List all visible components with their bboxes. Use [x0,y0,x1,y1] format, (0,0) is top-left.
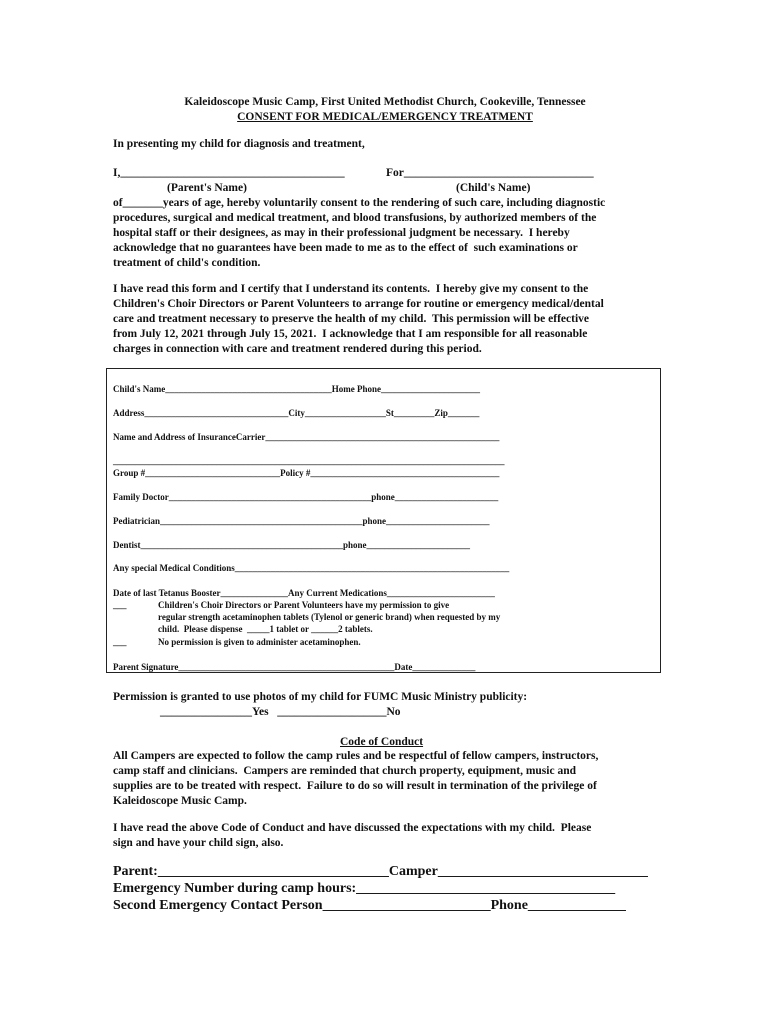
conduct-para-line: Kaleidoscope Music Camp. [113,795,247,807]
permission-text-line: Children's Choir Directors or Parent Volunteers have my permission to give [158,600,450,610]
document-title: Kaleidoscope Music Camp, First United Methodist Church, Cookeville, Tennessee [184,96,586,108]
emergency-number-field[interactable]: Emergency Number during camp hours:_____________________________________ [113,881,616,896]
certify-para-line: I have read this form and I certify that I understand its contents. I hereby give my consent to the [113,283,589,295]
special-conditions-field[interactable]: Any special Medical Conditions_____________________________________________________________ [113,563,510,573]
permission-text-line: child. Please dispense _____1 tablet or ______2 tablets. [158,624,373,634]
consent-para-line: of_______years of age, hereby voluntarily consent to the rendering of such care, including diagnostic [113,197,606,209]
no-permission-checkbox-blank[interactable]: ___ [113,637,127,647]
certify-para-line: from July 12, 2021 through July 15, 2021. I acknowledge that I am responsible for all reasonable [113,328,588,340]
family-doctor-field[interactable]: Family Doctor_____________________________________________phone_______________________ [113,492,499,502]
consent-para-line: procedures, surgical and medical treatment, and blood transfusions, by authorized members of the [113,212,597,224]
code-of-conduct-heading: Code of Conduct [340,736,424,748]
consent-para-line: hospital staff or their designees, as may in their professional judgment be necessary. I hereby [113,227,570,239]
parent-name-label: (Parent's Name) [167,182,247,194]
insurance-field[interactable]: Name and Address of InsuranceCarrier____________________________________________________ [113,432,500,442]
certify-para-line: Children's Choir Directors or Parent Volunteers to arrange for routine or emergency medical/dental [113,298,604,310]
childs-name-field[interactable]: Child's Name_____________________________________Home Phone______________________ [113,384,481,394]
certify-para-line: charges in connection with care and treatment rendered during this period. [113,343,482,355]
intro-line: In presenting my child for diagnosis and treatment, [113,138,365,150]
conduct-para-line: supplies are to be treated with respect. Failure to do so will result in termination of the privilege of [113,780,597,792]
conduct-read-line: I have read the above Code of Conduct and have discussed the expectations with my child. Please [113,822,592,834]
child-name-label: (Child's Name) [456,182,531,194]
parent-camper-signature-fields[interactable]: Parent:_________________________________Camper______________________________ [113,864,648,879]
tetanus-medications-field[interactable]: Date of last Tetanus Booster_______________Any Current Medications________________________ [113,588,495,598]
address-field[interactable]: Address________________________________City__________________St_________Zip_______ [113,408,480,418]
parent-name-field[interactable]: I,_______________________________________ [113,167,345,179]
insurance-blank-line[interactable]: _______________________________________________________________________________________ [113,456,505,466]
child-name-field[interactable]: For_________________________________ [386,167,594,179]
consent-para-line: treatment of child's condition. [113,257,261,269]
no-permission-text: No permission is given to administer acetaminophen. [158,637,361,647]
photo-permission-text: Permission is granted to use photos of my child for FUMC Music Ministry publicity: [113,691,528,703]
document-subtitle: CONSENT FOR MEDICAL/EMERGENCY TREATMENT [237,111,533,123]
photo-yes-no-fields[interactable]: ________________Yes ___________________No [160,706,401,718]
permission-text-line: regular strength acetaminophen tablets (Tylenol or generic brand) when requested by my [158,612,501,622]
group-policy-field[interactable]: Group #______________________________Policy #__________________________________________ [113,468,500,478]
permission-checkbox-blank[interactable]: ___ [113,600,127,610]
conduct-read-line: sign and have your child sign, also. [113,837,284,849]
parent-signature-field[interactable]: Parent Signature________________________________________________Date______________ [113,662,476,672]
conduct-para-line: camp staff and clinicians. Campers are reminded that church property, equipment, music and [113,765,576,777]
certify-para-line: care and treatment necessary to preserve the health of my child. This permission will be effective [113,313,590,325]
consent-para-line: acknowledge that no guarantees have been made to me as to the effect of such examinations or [113,242,578,254]
pediatrician-field[interactable]: Pediatrician_____________________________________________phone_______________________ [113,516,490,526]
dentist-field[interactable]: Dentist_____________________________________________phone_______________________ [113,540,471,550]
conduct-para-line: All Campers are expected to follow the camp rules and be respectful of fellow campers, instructors, [113,750,599,762]
second-emergency-contact-field[interactable]: Second Emergency Contact Person________________________Phone______________ [113,898,626,913]
